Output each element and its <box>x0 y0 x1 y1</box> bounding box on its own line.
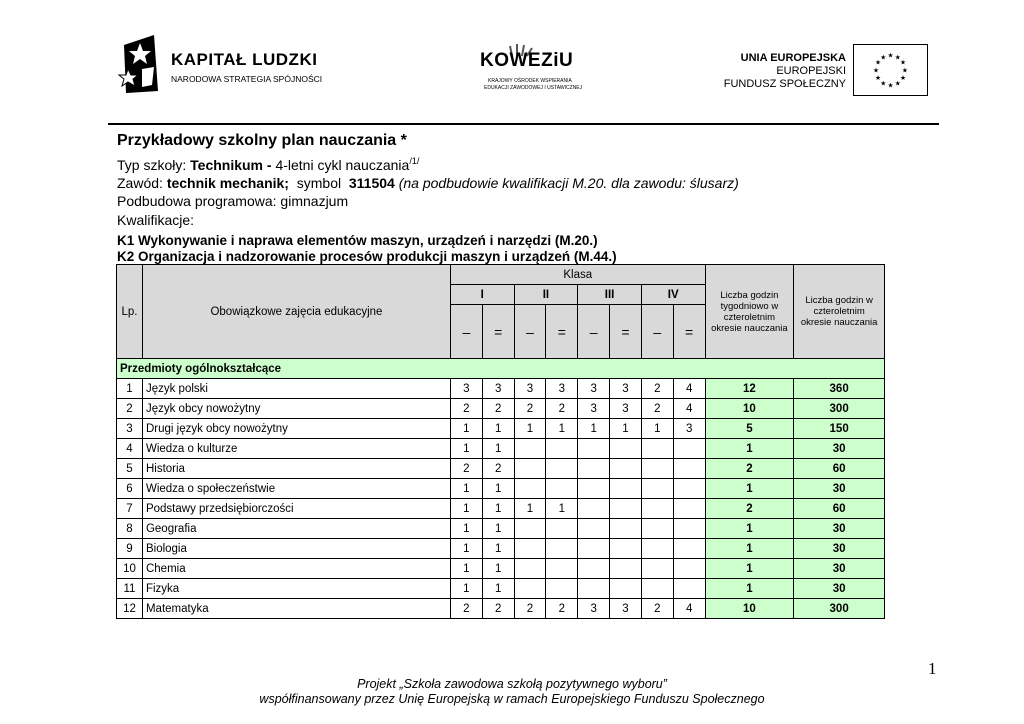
row-semester-hours <box>514 479 546 499</box>
row-semester-hours <box>546 479 578 499</box>
row-subject: Drugi język obcy nowożytny <box>142 419 450 439</box>
row-weekly-hours: 10 <box>705 599 794 619</box>
row-lp: 4 <box>117 439 143 459</box>
profession-value: technik mechanik; <box>166 175 289 191</box>
profession-label: Zawód: <box>117 175 167 191</box>
koweziu-subtitle-2: EDUKACJI ZAWODOWEJ I USTAWICZNEJ <box>484 85 583 91</box>
row-semester-hours: 2 <box>641 599 673 619</box>
table-row <box>117 439 885 459</box>
row-semester-hours: 2 <box>482 459 514 479</box>
row-weekly-hours: 1 <box>705 439 794 459</box>
header-weekly-hours: Liczba godzin tygodniowo w czteroletnim okresie nauczania <box>705 265 794 359</box>
program-basis: Podbudowa programowa: gimnazjum <box>117 193 349 209</box>
header-subject: Obowiązkowe zajęcia edukacyjne <box>142 265 450 359</box>
row-subject: Biologia <box>142 539 450 559</box>
row-semester-hours <box>610 439 642 459</box>
svg-text:★: ★ <box>880 53 887 62</box>
row-total-hours: 300 <box>794 399 885 419</box>
svg-text:★: ★ <box>901 66 908 75</box>
row-total-hours: 60 <box>794 499 885 519</box>
row-semester-hours: 1 <box>450 499 482 519</box>
row-semester-hours <box>641 579 673 599</box>
row-semester-hours <box>578 539 610 559</box>
row-semester-hours: 1 <box>546 499 578 519</box>
table-row <box>117 459 885 479</box>
row-semester-hours <box>578 499 610 519</box>
header-semester: – <box>641 305 673 359</box>
row-lp: 3 <box>117 419 143 439</box>
svg-text:★: ★ <box>874 58 882 67</box>
header-semester: = <box>610 305 642 359</box>
row-semester-hours: 1 <box>546 419 578 439</box>
row-semester-hours <box>673 439 705 459</box>
qualification-k1: K1 Wykonywanie i naprawa elementów maszyn, urządzeń i narzędzi (M.20.) <box>117 233 598 248</box>
row-semester-hours <box>610 479 642 499</box>
row-semester-hours: 1 <box>450 539 482 559</box>
row-semester-hours <box>546 559 578 579</box>
row-semester-hours <box>514 579 546 599</box>
header-class-4: IV <box>641 285 705 305</box>
school-type-label: Typ szkoły: <box>117 157 191 173</box>
document-title: Przykładowy szkolny plan nauczania * <box>117 132 407 149</box>
svg-text:★: ★ <box>899 58 907 67</box>
row-semester-hours: 1 <box>482 439 514 459</box>
subject-rows <box>117 379 885 619</box>
svg-text:★: ★ <box>887 51 894 60</box>
row-subject: Fizyka <box>142 579 450 599</box>
row-semester-hours: 3 <box>578 599 610 619</box>
row-semester-hours <box>673 519 705 539</box>
row-semester-hours <box>641 439 673 459</box>
row-semester-hours: 1 <box>641 419 673 439</box>
row-semester-hours: 1 <box>450 419 482 439</box>
svg-text:★: ★ <box>894 53 901 62</box>
row-total-hours: 30 <box>794 479 885 499</box>
table-row <box>117 519 885 539</box>
header-klasa: Klasa <box>450 265 705 285</box>
header-semester: – <box>514 305 546 359</box>
row-semester-hours: 3 <box>450 379 482 399</box>
profession-line <box>117 175 739 191</box>
row-semester-hours: 3 <box>482 379 514 399</box>
row-weekly-hours: 1 <box>705 479 794 499</box>
koweziu-logo <box>480 46 590 96</box>
koweziu-subtitle-1: KRAJOWY OŚRODEK WSPIERANIA <box>488 78 572 84</box>
row-semester-hours: 1 <box>450 519 482 539</box>
row-semester-hours <box>546 539 578 559</box>
row-total-hours: 150 <box>794 419 885 439</box>
row-semester-hours: 1 <box>450 439 482 459</box>
row-semester-hours <box>514 519 546 539</box>
row-semester-hours <box>514 459 546 479</box>
svg-text:★: ★ <box>887 81 894 90</box>
row-semester-hours <box>673 459 705 479</box>
header-total-hours: Liczba godzin w czteroletnim okresie nauczania <box>794 265 885 359</box>
row-semester-hours: 1 <box>482 419 514 439</box>
row-lp: 11 <box>117 579 143 599</box>
koweziu-title: KOWEZiU <box>480 50 574 71</box>
row-semester-hours <box>546 459 578 479</box>
svg-text:★: ★ <box>880 79 887 88</box>
curriculum-table <box>116 264 885 619</box>
row-semester-hours <box>641 459 673 479</box>
header-row-1 <box>117 265 885 285</box>
row-semester-hours <box>673 579 705 599</box>
row-semester-hours <box>673 499 705 519</box>
row-subject: Język polski <box>142 379 450 399</box>
qualifications-label: Kwalifikacje: <box>117 212 195 228</box>
profession-note: (na podbudowie kwalifikacji M.20. dla zawodu: ślusarz) <box>394 175 739 191</box>
row-semester-hours: 3 <box>673 419 705 439</box>
row-semester-hours: 2 <box>641 399 673 419</box>
row-semester-hours <box>610 579 642 599</box>
row-weekly-hours: 5 <box>705 419 794 439</box>
header-class-3: III <box>578 285 642 305</box>
row-lp: 5 <box>117 459 143 479</box>
row-semester-hours: 2 <box>450 459 482 479</box>
row-semester-hours: 1 <box>578 419 610 439</box>
row-subject: Wiedza o kulturze <box>142 439 450 459</box>
row-semester-hours <box>578 479 610 499</box>
svg-text:★: ★ <box>874 74 882 83</box>
row-semester-hours <box>673 479 705 499</box>
header-semester: = <box>482 305 514 359</box>
row-semester-hours <box>641 519 673 539</box>
row-semester-hours <box>610 539 642 559</box>
row-lp: 2 <box>117 399 143 419</box>
row-semester-hours: 2 <box>546 599 578 619</box>
header-semester: = <box>546 305 578 359</box>
row-lp: 10 <box>117 559 143 579</box>
header-semester: = <box>673 305 705 359</box>
row-semester-hours: 3 <box>546 379 578 399</box>
row-semester-hours <box>514 439 546 459</box>
kapital-ludzki-logo <box>118 30 328 100</box>
row-semester-hours <box>610 499 642 519</box>
row-semester-hours: 1 <box>610 419 642 439</box>
row-semester-hours <box>578 579 610 599</box>
eu-flag-icon <box>853 44 928 96</box>
row-semester-hours: 4 <box>673 399 705 419</box>
row-total-hours: 30 <box>794 439 885 459</box>
row-semester-hours: 2 <box>641 379 673 399</box>
row-semester-hours: 1 <box>514 499 546 519</box>
row-semester-hours <box>546 519 578 539</box>
row-semester-hours <box>641 539 673 559</box>
row-weekly-hours: 2 <box>705 459 794 479</box>
row-semester-hours: 1 <box>482 579 514 599</box>
kapital-ludzki-subtitle: NARODOWA STRATEGIA SPÓJNOŚCI <box>171 74 323 84</box>
row-weekly-hours: 2 <box>705 499 794 519</box>
school-type-value: Technikum - <box>190 157 272 173</box>
row-semester-hours <box>578 559 610 579</box>
row-semester-hours <box>514 539 546 559</box>
row-total-hours: 30 <box>794 539 885 559</box>
row-semester-hours: 3 <box>610 379 642 399</box>
row-semester-hours: 1 <box>450 479 482 499</box>
row-weekly-hours: 1 <box>705 539 794 559</box>
row-total-hours: 30 <box>794 519 885 539</box>
kapital-ludzki-emblem-icon <box>118 33 162 95</box>
section-title: Przedmioty ogólnokształcące <box>117 359 885 379</box>
row-lp: 9 <box>117 539 143 559</box>
school-type-rest: 4-letni cykl nauczania <box>271 157 410 173</box>
symbol-value: 311504 <box>348 175 395 191</box>
row-weekly-hours: 12 <box>705 379 794 399</box>
row-semester-hours <box>641 499 673 519</box>
row-subject: Wiedza o społeczeństwie <box>142 479 450 499</box>
row-semester-hours: 3 <box>578 399 610 419</box>
eu-line-1: UNIA EUROPEJSKA <box>740 52 846 64</box>
row-semester-hours: 4 <box>673 379 705 399</box>
row-weekly-hours: 1 <box>705 519 794 539</box>
row-semester-hours <box>610 559 642 579</box>
svg-text:★: ★ <box>899 74 907 83</box>
row-weekly-hours: 10 <box>705 399 794 419</box>
table-row <box>117 539 885 559</box>
row-semester-hours <box>610 459 642 479</box>
row-semester-hours <box>546 439 578 459</box>
row-semester-hours: 2 <box>450 599 482 619</box>
row-semester-hours: 1 <box>482 499 514 519</box>
header-semester: – <box>450 305 482 359</box>
header-class-1: I <box>450 285 514 305</box>
row-subject: Język obcy nowożytny <box>142 399 450 419</box>
row-semester-hours <box>546 579 578 599</box>
row-weekly-hours: 1 <box>705 579 794 599</box>
page-number: 1 <box>928 659 937 678</box>
row-semester-hours: 1 <box>482 479 514 499</box>
row-subject: Chemia <box>142 559 450 579</box>
section-row <box>117 359 885 379</box>
row-semester-hours: 2 <box>482 399 514 419</box>
row-semester-hours <box>514 559 546 579</box>
header-semester: – <box>578 305 610 359</box>
row-semester-hours: 1 <box>482 539 514 559</box>
qualification-k2: K2 Organizacja i nadzorowanie procesów produkcji maszyn i urządzeń (M.44.) <box>117 249 617 264</box>
row-semester-hours: 2 <box>450 399 482 419</box>
row-subject: Geografia <box>142 519 450 539</box>
row-semester-hours <box>578 519 610 539</box>
row-semester-hours: 1 <box>482 559 514 579</box>
row-lp: 12 <box>117 599 143 619</box>
footer-project-line: Projekt „Szkoła zawodowa szkołą pozytywnego wyboru” <box>357 677 667 691</box>
header-lp: Lp. <box>117 265 143 359</box>
row-semester-hours: 2 <box>514 599 546 619</box>
row-semester-hours: 1 <box>514 419 546 439</box>
footnote-ref: /1/ <box>409 156 420 166</box>
eu-line-3: FUNDUSZ SPOŁECZNY <box>723 78 846 90</box>
row-semester-hours: 3 <box>610 599 642 619</box>
header-divider <box>108 123 939 125</box>
row-semester-hours: 1 <box>450 559 482 579</box>
svg-text:★: ★ <box>894 79 901 88</box>
row-semester-hours: 1 <box>450 579 482 599</box>
row-semester-hours <box>610 519 642 539</box>
table-row <box>117 399 885 419</box>
table-row <box>117 559 885 579</box>
row-semester-hours: 2 <box>482 599 514 619</box>
row-semester-hours <box>578 459 610 479</box>
row-lp: 8 <box>117 519 143 539</box>
row-total-hours: 30 <box>794 559 885 579</box>
symbol-label: symbol <box>288 175 349 191</box>
row-weekly-hours: 1 <box>705 559 794 579</box>
row-semester-hours <box>673 559 705 579</box>
row-semester-hours: 3 <box>610 399 642 419</box>
row-total-hours: 360 <box>794 379 885 399</box>
row-lp: 1 <box>117 379 143 399</box>
row-semester-hours: 2 <box>546 399 578 419</box>
row-total-hours: 30 <box>794 579 885 599</box>
header-class-2: II <box>514 285 578 305</box>
row-total-hours: 300 <box>794 599 885 619</box>
row-semester-hours: 4 <box>673 599 705 619</box>
row-subject: Podstawy przedsiębiorczości <box>142 499 450 519</box>
row-semester-hours: 2 <box>514 399 546 419</box>
row-semester-hours: 3 <box>514 379 546 399</box>
row-semester-hours: 1 <box>482 519 514 539</box>
table-row <box>117 599 885 619</box>
svg-text:★: ★ <box>873 66 880 75</box>
table-row <box>117 479 885 499</box>
row-semester-hours <box>641 559 673 579</box>
table-row <box>117 379 885 399</box>
eu-logo <box>725 44 930 96</box>
school-type-line <box>117 156 419 173</box>
row-subject: Matematyka <box>142 599 450 619</box>
row-semester-hours <box>673 539 705 559</box>
table-row <box>117 419 885 439</box>
kapital-ludzki-title: KAPITAŁ LUDZKI <box>171 50 318 69</box>
table-row <box>117 499 885 519</box>
row-subject: Historia <box>142 459 450 479</box>
row-semester-hours: 3 <box>578 379 610 399</box>
row-semester-hours <box>641 479 673 499</box>
row-total-hours: 60 <box>794 459 885 479</box>
row-lp: 6 <box>117 479 143 499</box>
footer-funding-line: współfinansowany przez Unię Europejską w ramach Europejskiego Funduszu Społecznego <box>259 692 765 706</box>
table-row <box>117 579 885 599</box>
row-lp: 7 <box>117 499 143 519</box>
row-semester-hours <box>578 439 610 459</box>
eu-line-2: EUROPEJSKI <box>776 65 846 77</box>
